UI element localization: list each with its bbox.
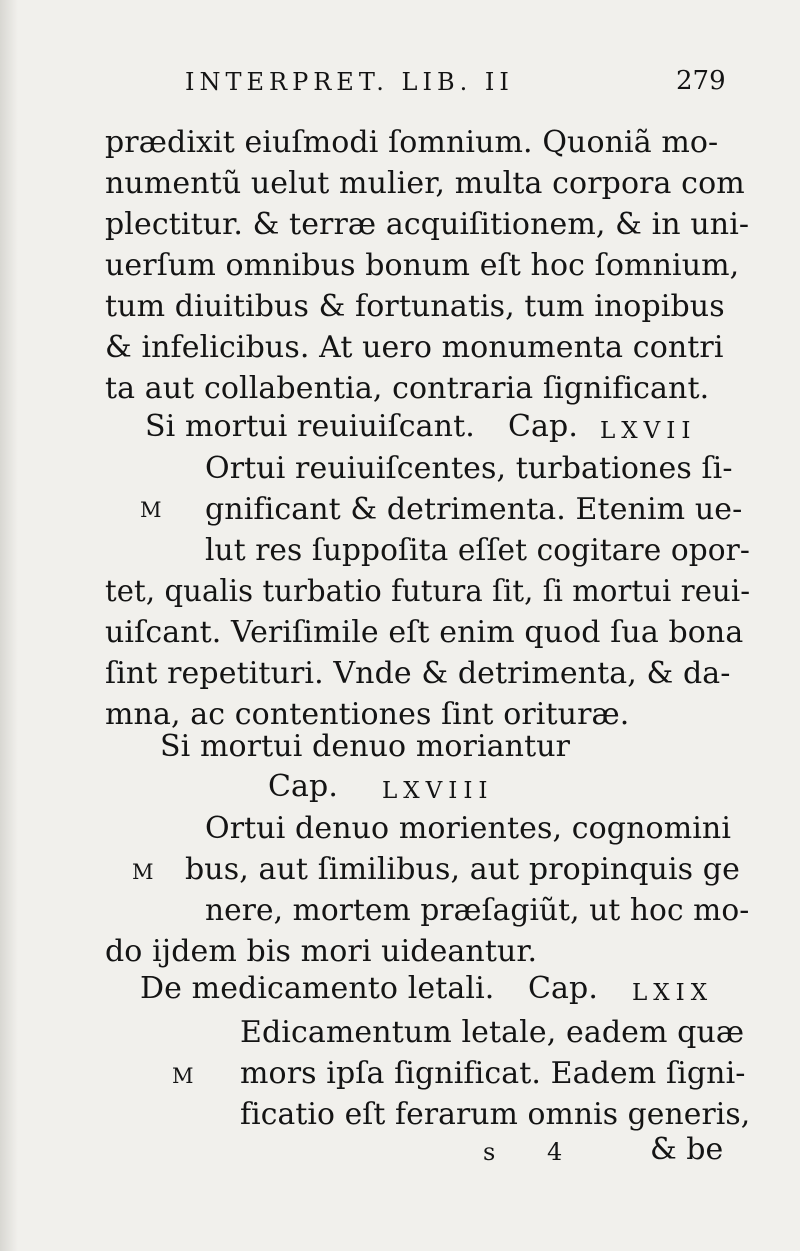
- chapter-label: Cap.: [268, 769, 338, 804]
- initial-letter-guide: M: [172, 1064, 195, 1088]
- signature-mark: s 4: [483, 1138, 585, 1166]
- text-line: Edicamentum letale, eadem quæ: [240, 1015, 745, 1050]
- text-line: mors ipſa ſignificat. Eadem ſigni-: [240, 1056, 746, 1091]
- text-line: mna, ac contentiones ſint orituræ.: [105, 697, 630, 732]
- text-line: Ortui reuiuiſcentes, turbationes ſi-: [205, 451, 733, 486]
- text-line: plectitur. & terræ acquiſitionem, & in uni-: [105, 207, 750, 242]
- text-line: gnificant & detrimenta. Etenim ue-: [205, 492, 743, 527]
- text-line: & infelicibus. At uero monumenta contri: [105, 330, 724, 365]
- text-line: tet, qualis turbatio futura ſit, ſi mortui reui-: [105, 574, 751, 609]
- text-line: tum diuitibus & fortunatis, tum inopibus: [105, 289, 725, 324]
- text-line: ficatio eſt ferarum omnis generis,: [240, 1097, 751, 1132]
- chapter-label: Cap.: [528, 971, 598, 1006]
- catchword: & be: [650, 1132, 724, 1167]
- text-line: lut res ſuppoſita eſſet cogitare opor-: [205, 533, 751, 568]
- text-line: ſint repetituri. Vnde & detrimenta, & da-: [105, 656, 731, 691]
- chapter-title: De medicamento letali.: [140, 971, 495, 1006]
- chapter-number: LXVII: [600, 418, 697, 444]
- initial-letter-guide: M: [132, 860, 155, 884]
- text-line: uerſum omnibus bonum eſt hoc ſomnium,: [105, 248, 740, 283]
- text-line: numentũ uelut mulier, multa corpora com: [105, 166, 745, 201]
- running-title: INTERPRET. LIB. II: [185, 68, 514, 96]
- text-line: ta aut collabentia, contraria ſignificant.: [105, 371, 710, 406]
- text-line: uiſcant. Veriſimile eſt enim quod ſua bona: [105, 615, 744, 650]
- chapter-label: Cap.: [508, 409, 578, 444]
- chapter-number: LXVIII: [382, 778, 494, 804]
- initial-letter-guide: M: [140, 498, 163, 522]
- chapter-number: LXIX: [632, 980, 714, 1006]
- folio-number: 279: [676, 66, 726, 96]
- text-line: bus, aut ſimilibus, aut propinquis ge: [185, 852, 740, 887]
- text-line: Ortui denuo morientes, cognomini: [205, 811, 732, 846]
- text-line: do ijdem bis mori uideantur.: [105, 934, 538, 969]
- chapter-title: Si mortui reuiuiſcant.: [145, 409, 475, 444]
- text-line: prædixit eiuſmodi ſomnium. Quoniã mo-: [105, 125, 719, 160]
- chapter-title: Si mortui denuo moriantur: [160, 729, 571, 764]
- text-line: nere, mortem præſagiũt, ut hoc mo-: [205, 893, 750, 928]
